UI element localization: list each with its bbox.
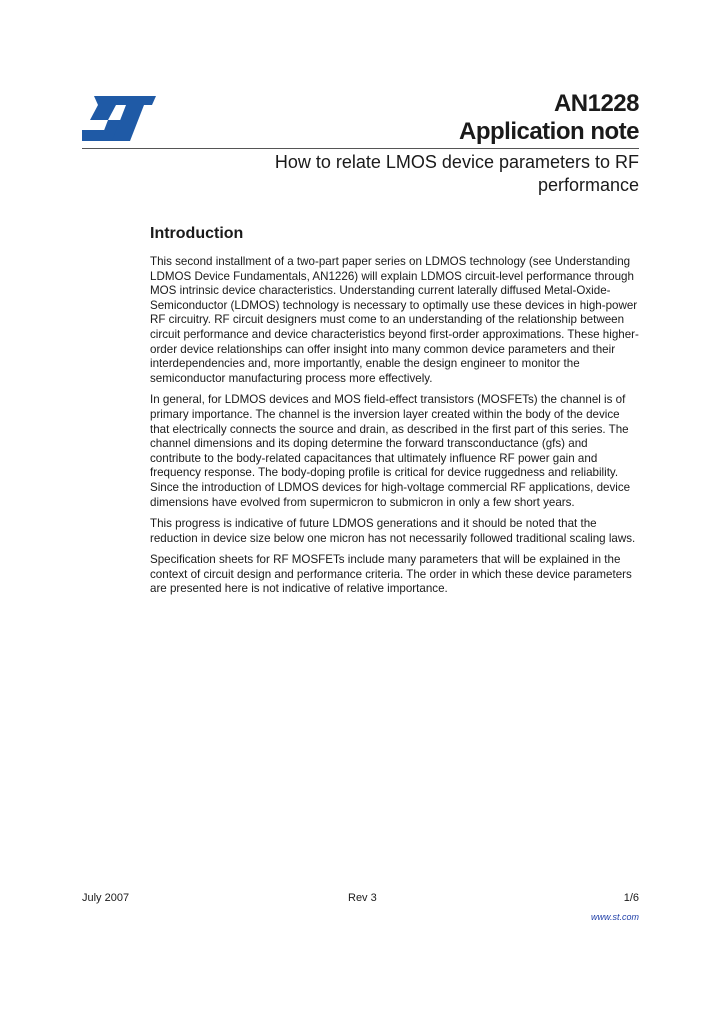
paragraph: This second installment of a two-part paper series on LDMOS technology (see Understanding LDMOS Device Fundamentals, AN1226) will explain LDMOS circuit-level performance through MOS intrinsic device characteristics. Understanding current laterally diffused Metal-Oxide-Semiconductor (LDMOS) technology is necessary to optimally use these devices in high-power RF circuitry. RF circuit designers must come to an understanding of the relationship between circuit performance and device characteristics beyond first-order approximations. These higher-order device relationships can offer insight into many common device parameters and their interdependencies and, more importantly, enable the design engineer to monitor the semiconductor manufacturing process more effectively. <box>150 255 639 385</box>
doc-subtitle: How to relate LMOS device parameters to RF performance <box>274 152 639 195</box>
paragraph: Specification sheets for RF MOSFETs include many parameters that will be explained in the context of circuit design and performance criteria. The order in which these device parameters are presented here is not indicative of relative importance. <box>150 553 632 596</box>
introduction-body <box>150 255 640 604</box>
title-block <box>459 90 639 146</box>
footer-page-number: 1/6 <box>623 892 639 904</box>
footer-url-link[interactable]: www.st.com <box>590 912 639 922</box>
doc-number: AN1228 <box>553 90 639 117</box>
footer-revision: Rev 3 <box>348 892 377 904</box>
doc-type: Application note <box>459 118 639 145</box>
paragraph: In general, for LDMOS devices and MOS field-effect transistors (MOSFETs) the channel is of primary importance. The channel is the inversion layer created within the body of the device that electrically connects the source and drain, as described in the first part of this series. The channel dimensions and its doping determine the forward transconductance (gfs) and contribute to the body-related capacitances that ultimately influence RF power gain and frequency response. The body-doping profile is critical for device ruggedness and reliability. Since the introduction of LDMOS devices for high-voltage commercial RF applications, device dimensions have evolved from supermicron to submicron in only a few short years. <box>150 393 631 509</box>
footer-date: July 2007 <box>82 892 130 904</box>
section-heading-introduction: Introduction <box>150 225 244 242</box>
header-divider <box>82 148 639 149</box>
st-logo <box>82 96 156 141</box>
paragraph: This progress is indicative of future LDMOS generations and it should be noted that the reduction in device size below one micron has not necessarily followed traditional scaling laws. <box>150 517 636 545</box>
